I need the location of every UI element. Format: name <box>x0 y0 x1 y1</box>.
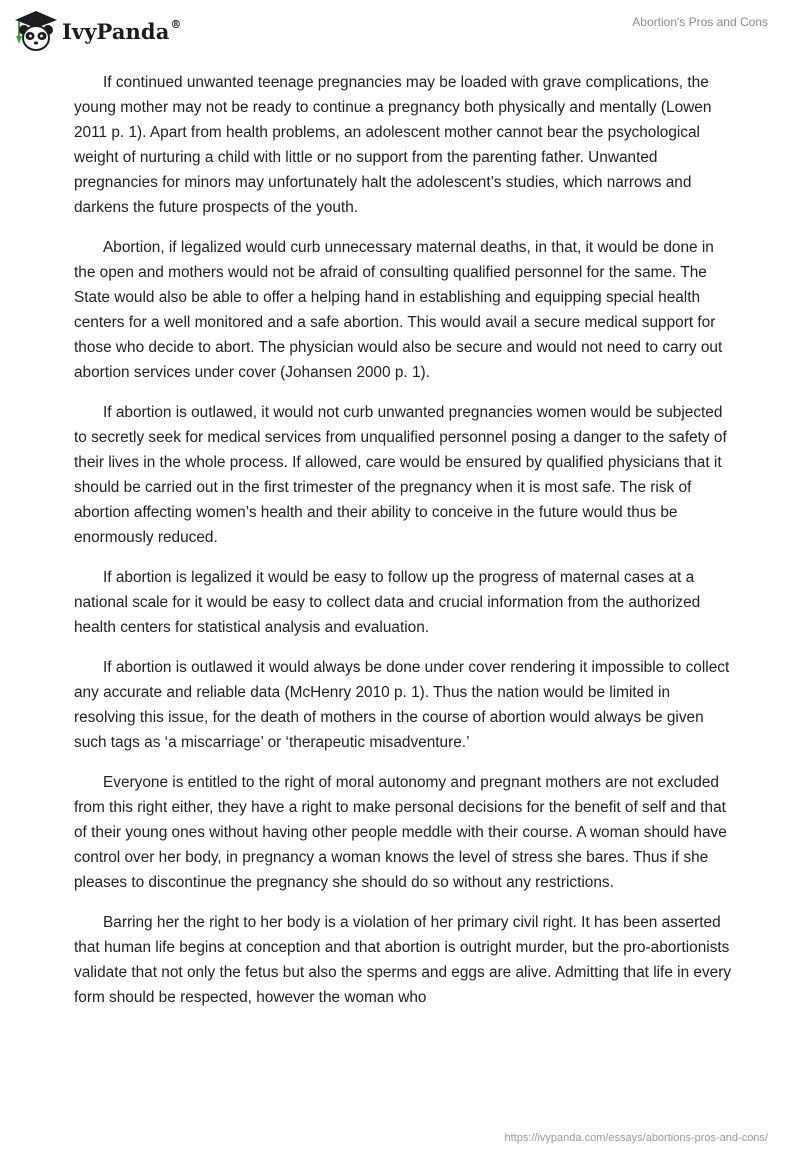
paragraph: If continued unwanted teenage pregnancies may be loaded with grave complications, the young mother may not be ready to continue a pregnancy both physically and mentally (Lowen 2011 p. 1). Apart from health problems, an adolescent mother cannot bear the psychological weight of nurturing a child with little or no support from the parenting father. Unwanted pregnancies for minors may unfortunately halt the adolescent’s studies, which narrows and darkens the future prospects of the youth. <box>74 74 712 216</box>
source-url[interactable]: https://ivypanda.com/essays/abortions-pros-and-cons/ <box>504 1132 768 1144</box>
paragraph: Abortion, if legalized would curb unnecessary maternal deaths, in that, it would be done in the open and mothers would not be afraid of consulting qualified personnel for the same. The State would also be able to offer a helping hand in establishing and equipping special health centers for a well monitored and a safe abortion. This would avail a secure medical support for those who decide to abort. The physician would also be secure and would not need to carry out abortion services under cover (Johansen 2000 p. 1). <box>74 239 723 381</box>
essay-body <box>74 70 734 1025</box>
paragraph: If abortion is outlawed it would always be done under cover rendering it impossible to collect any accurate and reliable data (McHenry 2010 p. 1). Thus the nation would be limited in resolving this issue, for the death of mothers in the course of abortion would always be given such tags as ‘a miscarriage’ or ‘therapeutic misadventure.’ <box>74 659 730 751</box>
panda-graduate-icon[interactable] <box>14 10 58 52</box>
paragraph: Everyone is entitled to the right of moral autonomy and pregnant mothers are not excluded from this right either, they have a right to make personal decisions for the benefit of self and that of their young ones without having other people meddle with their course. A woman should have control over her body, in pregnancy a woman knows the level of stress she bares. Thus if she pleases to discontinue the pregnancy she should do so without any restrictions. <box>74 774 727 891</box>
paragraph: If abortion is outlawed, it would not curb unwanted pregnancies women would be subjected to secretly seek for medical services from unqualified personnel posing a danger to the safety of their lives in the whole process. If allowed, care would be ensured by qualified physicians that it should be carried out in the first trimester of the pregnancy when it is most safe. The risk of abortion affecting women’s health and their ability to conceive in the future would thus be enormously reduced. <box>74 404 727 546</box>
paragraph: If abortion is legalized it would be easy to follow up the progress of maternal cases at a national scale for it would be easy to collect data and crucial information from the authorized health centers for statistical analysis and evaluation. <box>74 569 701 636</box>
paragraph: Barring her the right to her body is a violation of her primary civil right. It has been asserted that human life begins at conception and that abortion is outright murder, but the pro-abortionists validate that not only the fetus but also the sperms and eggs are alive. Admitting that life in every form should be respected, however the woman who <box>74 914 732 1006</box>
brand-logo-text[interactable]: IvyPanda® <box>62 18 182 44</box>
document-title: Abortion's Pros and Cons <box>632 15 768 29</box>
page-header <box>0 0 800 60</box>
